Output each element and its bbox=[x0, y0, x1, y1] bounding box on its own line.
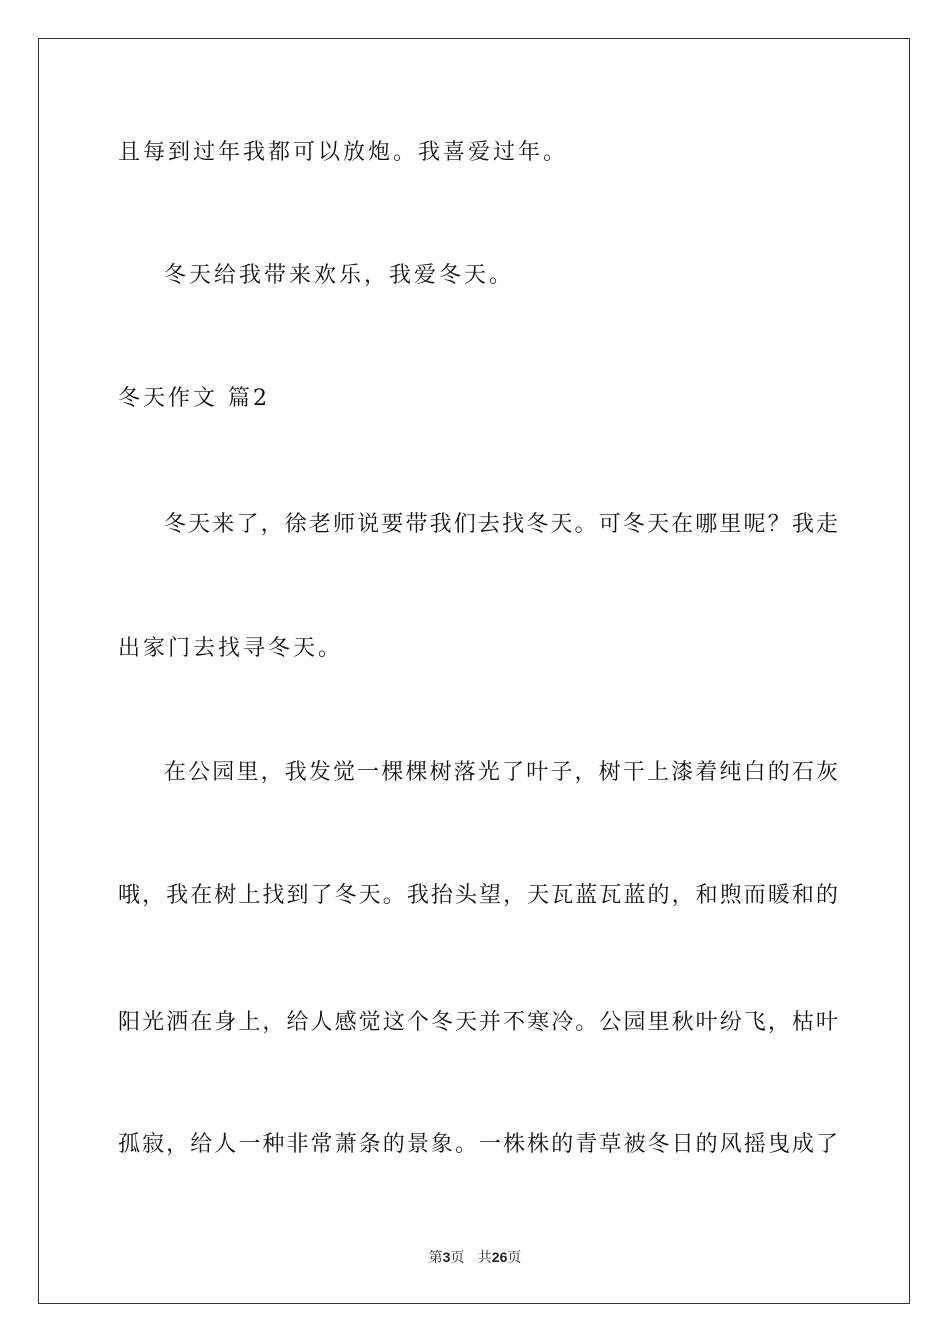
paragraph-line: 且每到过年我都可以放炮。我喜爱过年。 bbox=[118, 140, 569, 165]
paragraph-line: 在公园里，我发觉一棵棵树落光了叶子，树干上漆着纯白的石灰 bbox=[164, 760, 838, 785]
paragraph-line: 哦，我在树上找到了冬天。我抬头望，天瓦蓝瓦蓝的，和煦而暖和的 bbox=[118, 883, 838, 908]
section-heading: 冬天作文 篇2 bbox=[118, 386, 270, 411]
footer-total-pages: 26 bbox=[491, 1249, 508, 1265]
paragraph-line: 阳光洒在身上，给人感觉这个冬天并不寒冷。公园里秋叶纷飞，枯叶 bbox=[118, 1010, 838, 1035]
page-footer bbox=[0, 1248, 950, 1267]
paragraph-line: 冬天给我带来欢乐，我爱冬天。 bbox=[164, 263, 515, 288]
footer-page-prefix: 第 bbox=[428, 1250, 443, 1266]
paragraph-line: 出家门去找寻冬天。 bbox=[118, 636, 344, 661]
footer-page-number: 3 bbox=[442, 1249, 451, 1265]
paragraph-line: 孤寂，给人一种非常萧条的景象。一株株的青草被冬日的风摇曳成了 bbox=[118, 1132, 838, 1157]
page-border bbox=[38, 38, 910, 1304]
footer-total-suffix: 页 bbox=[507, 1250, 522, 1266]
footer-page-suffix: 页 bbox=[450, 1250, 465, 1266]
paragraph-line: 冬天来了，徐老师说要带我们去找冬天。可冬天在哪里呢？我走 bbox=[164, 512, 838, 537]
footer-total-prefix: 共 bbox=[477, 1250, 492, 1266]
